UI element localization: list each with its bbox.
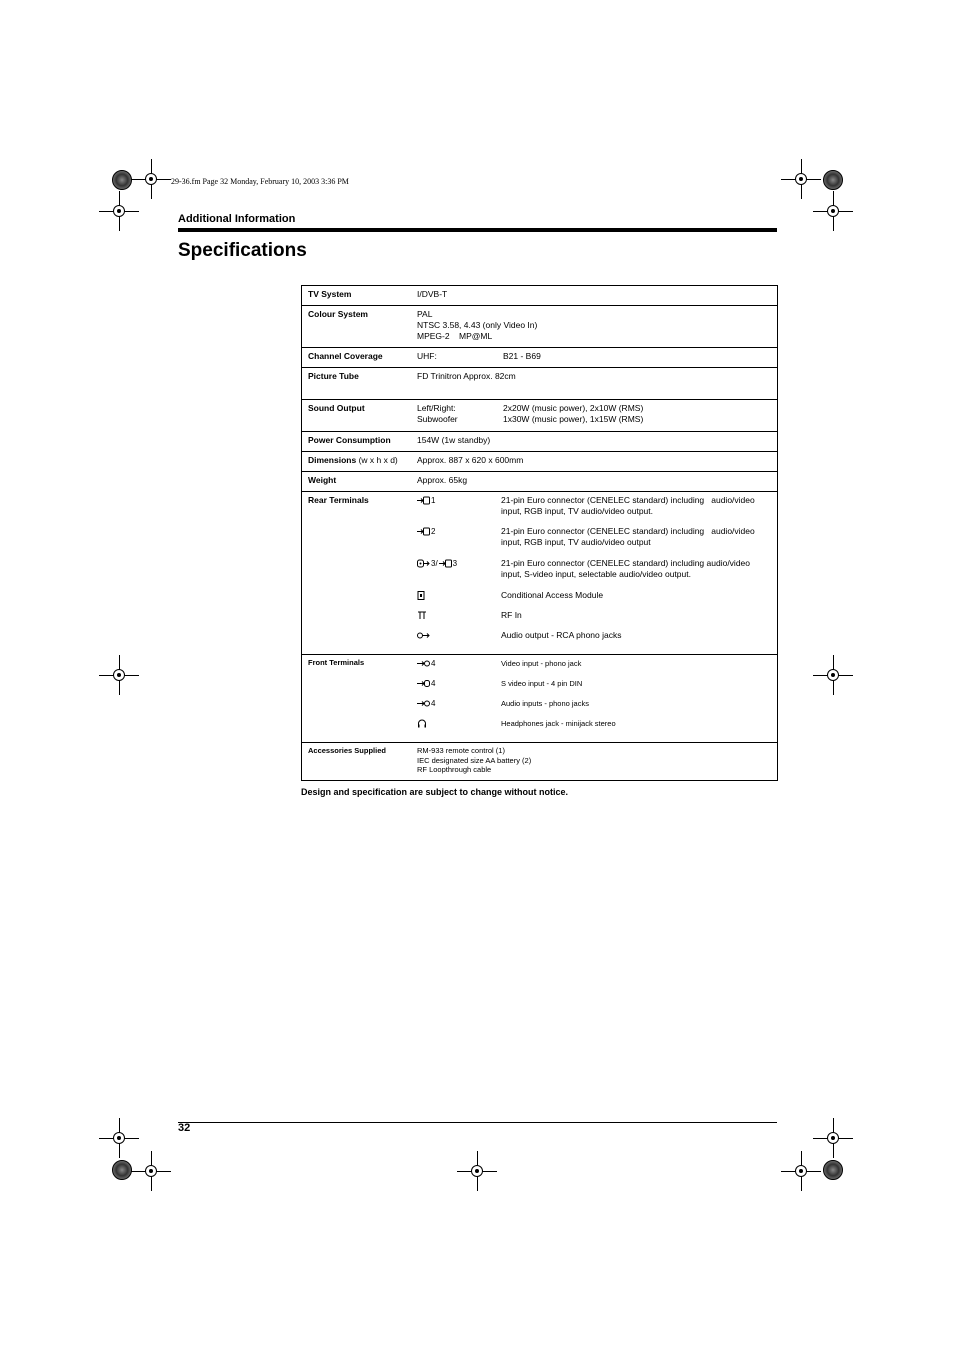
row-label: Weight (308, 475, 337, 485)
terminal-description: RF In (501, 610, 522, 620)
colour-system-line: NTSC 3.58, 4.43 (only Video In) (417, 320, 538, 330)
table-row (302, 472, 778, 492)
table-row (302, 400, 778, 432)
channel-value: B21 - B69 (503, 351, 541, 361)
sound-value: 2x20W (music power), 2x10W (RMS) (503, 403, 644, 413)
section-rule (178, 228, 777, 232)
terminal-code: 3 (452, 559, 458, 568)
terminal-description: 21-pin Euro connector (CENELEC standard) including audio/video input, S-video input, selectable audio/video output. (501, 558, 751, 579)
accessory-item: IEC designated size AA battery (2) (417, 755, 532, 765)
table-row (302, 743, 778, 781)
table-row (302, 306, 778, 348)
terminal-description: Headphones jack - minijack stereo (501, 719, 616, 728)
audio-in-icon (417, 699, 430, 708)
page-title: Specifications (178, 240, 307, 261)
accessory-item: RM-933 remote control (1) (417, 746, 505, 755)
row-value (411, 655, 778, 743)
terminal-code: 4 (431, 699, 436, 708)
sound-key: Subwoofer (417, 414, 458, 424)
audio-out-icon (417, 631, 430, 640)
row-label: TV System (308, 289, 352, 299)
terminal-item (417, 590, 773, 610)
row-label: Sound Output (308, 403, 365, 413)
row-value: FD Trinitron Approx. 82cm (417, 371, 516, 381)
row-value (411, 492, 778, 655)
table-row (302, 368, 778, 400)
headphones-icon (417, 719, 430, 728)
footer-rule (178, 1122, 777, 1123)
terminal-item (417, 610, 773, 630)
row-label: Accessories Supplied (308, 746, 386, 755)
row-value: 154W (1w standby) (417, 435, 491, 445)
registration-disc (112, 170, 132, 190)
page-number: 32 (178, 1122, 191, 1134)
terminal-description: 21-pin Euro connector (CENELEC standard) including audio/video input, RGB input, TV audio/video output. (501, 495, 758, 516)
row-value (411, 348, 778, 368)
scart-in-icon (439, 559, 452, 568)
row-label: Picture Tube (308, 371, 359, 381)
antenna-icon (417, 611, 430, 620)
section-label: Additional Information (178, 213, 296, 225)
dimensions-suffix: (w x h x d) (358, 455, 398, 465)
scart-in-icon (417, 527, 430, 536)
cam-icon (417, 591, 430, 600)
terminal-item (417, 678, 773, 698)
terminal-description: Audio inputs - phono jacks (501, 699, 589, 708)
terminal-description: 21-pin Euro connector (CENELEC standard) including audio/video input, RGB input, TV audio/video output (501, 526, 758, 547)
row-label: Colour System (308, 309, 368, 319)
scart-in-icon (417, 496, 430, 505)
terminal-description: S video input - 4 pin DIN (501, 679, 583, 688)
terminal-item (417, 526, 773, 558)
terminal-description: Video input - phono jack (501, 659, 582, 668)
terminal-description: Audio output - RCA phono jacks (501, 630, 622, 640)
table-row (302, 286, 778, 306)
terminal-code: 3/ (431, 559, 438, 568)
terminal-code: 4 (431, 659, 436, 668)
sound-key: Left/Right: (417, 403, 456, 413)
row-label: Front Terminals (308, 658, 365, 667)
dimensions-label: Dimensions (308, 455, 357, 465)
terminal-item (417, 698, 773, 718)
sound-value: 1x30W (music power), 1x15W (RMS) (503, 414, 644, 424)
accessory-item: RF Loopthrough cable (417, 765, 492, 774)
terminal-item (417, 495, 773, 526)
colour-system-line: MPEG-2 MP@ML (417, 331, 493, 341)
row-value: I/DVB-T (417, 289, 448, 299)
registration-disc (823, 170, 843, 190)
terminal-code: 1 (431, 496, 436, 505)
terminal-code: 4 (431, 679, 436, 688)
row-label: Channel Coverage (308, 351, 383, 361)
colour-system-line: PAL (417, 309, 433, 319)
printer-slug: 29-36.fm Page 32 Monday, February 10, 2003 3:36 PM (171, 177, 349, 186)
video-in-icon (417, 659, 430, 668)
row-value: Approx. 65kg (417, 475, 468, 485)
channel-key: UHF: (417, 351, 437, 361)
row-label: Rear Terminals (308, 495, 369, 505)
table-row (302, 655, 778, 743)
row-value (411, 306, 778, 348)
specifications-table (301, 285, 778, 781)
registration-disc (823, 1160, 843, 1180)
terminal-item (417, 630, 773, 650)
svideo-in-icon (417, 679, 430, 688)
row-value: Approx. 887 x 620 x 600mm (417, 455, 524, 465)
terminal-description: Conditional Access Module (501, 590, 604, 600)
table-row (302, 348, 778, 368)
registration-disc (112, 1160, 132, 1180)
terminal-item (417, 658, 773, 678)
table-row (302, 432, 778, 452)
table-row (302, 452, 778, 472)
footnote: Design and specification are subject to change without notice. (301, 787, 569, 797)
row-label (302, 452, 412, 472)
terminal-code: 2 (431, 527, 436, 536)
svideo-scart-icon (417, 559, 430, 568)
row-value (411, 743, 778, 781)
row-value (411, 400, 778, 432)
terminal-item (417, 718, 773, 738)
table-row (302, 492, 778, 655)
terminal-item (417, 558, 773, 590)
row-label: Power Consumption (308, 435, 391, 445)
